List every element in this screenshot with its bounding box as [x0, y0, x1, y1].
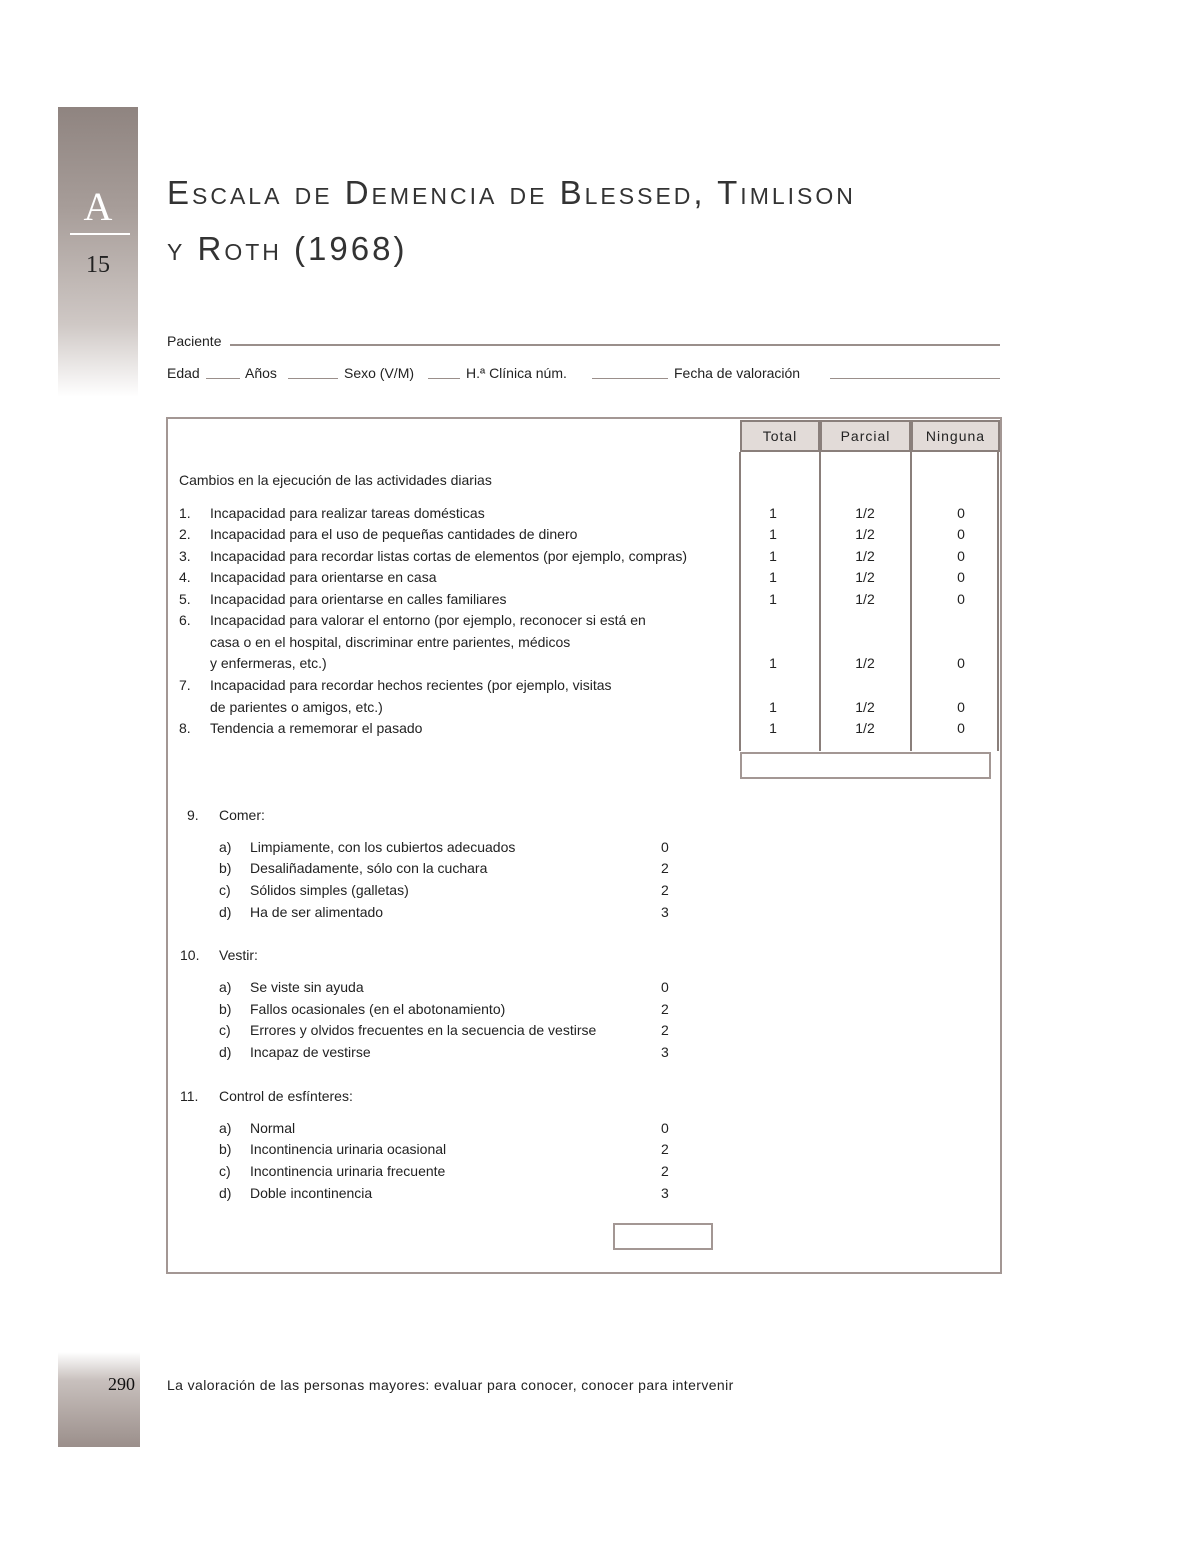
item-text: de parientes o amigos, etc.): [210, 699, 383, 715]
group-title: Vestir:: [219, 947, 258, 963]
score-ninguna[interactable]: 0: [957, 569, 965, 585]
score-ninguna[interactable]: 0: [957, 699, 965, 715]
score-ninguna[interactable]: 0: [957, 548, 965, 564]
option-score[interactable]: 2: [661, 1022, 669, 1038]
label-historia: H.ª Clínica núm.: [466, 365, 567, 381]
tab-letter: A: [83, 184, 113, 229]
score-total[interactable]: 1: [769, 699, 777, 715]
option-text: Incapaz de vestirse: [250, 1044, 371, 1060]
column-ninguna: Ninguna: [911, 420, 1000, 452]
option-score[interactable]: 2: [661, 860, 669, 876]
option-score[interactable]: 0: [661, 839, 669, 855]
option-text: Errores y olvidos frecuentes en la secuencia de vestirse: [250, 1022, 597, 1038]
anos-field[interactable]: [288, 378, 338, 379]
group-number: 10.: [180, 947, 200, 963]
score-total[interactable]: 1: [769, 655, 777, 671]
sexo-field[interactable]: [428, 378, 460, 379]
column-divider-left: [739, 452, 741, 751]
subtotal-box-activities[interactable]: [740, 752, 991, 779]
score-ninguna[interactable]: 0: [957, 505, 965, 521]
column-divider-2: [910, 452, 912, 751]
item-number: 4.: [179, 569, 191, 585]
tab-divider: [70, 233, 130, 235]
score-ninguna[interactable]: 0: [957, 526, 965, 542]
option-text: Fallos ocasionales (en el abotonamiento): [250, 1001, 506, 1017]
label-sexo: Sexo (V/M): [344, 365, 415, 381]
item-number: 2.: [179, 526, 191, 542]
item-text: Tendencia a rememorar el pasado: [210, 720, 423, 736]
score-parcial[interactable]: 1/2: [855, 526, 875, 542]
item-text: Incapacidad para orientarse en calles familiares: [210, 591, 507, 607]
option-text: Limpiamente, con los cubiertos adecuados: [250, 839, 516, 855]
option-text: Se viste sin ayuda: [250, 979, 364, 995]
option-text: Normal: [250, 1120, 296, 1136]
score-parcial[interactable]: 1/2: [855, 720, 875, 736]
option-text: Ha de ser alimentado: [250, 904, 384, 920]
item-number: 7.: [179, 677, 191, 693]
paciente-field[interactable]: [230, 344, 1000, 346]
fecha-field[interactable]: [830, 378, 1000, 379]
item-number: 3.: [179, 548, 191, 564]
item-number: 5.: [179, 591, 191, 607]
option-score[interactable]: 3: [661, 1185, 669, 1201]
group-title: Control de esfínteres:: [219, 1088, 353, 1104]
option-text: Incontinencia urinaria frecuente: [250, 1163, 446, 1179]
score-ninguna[interactable]: 0: [957, 655, 965, 671]
score-parcial[interactable]: 1/2: [855, 699, 875, 715]
label-edad: Edad: [167, 365, 200, 381]
score-total[interactable]: 1: [769, 526, 777, 542]
option-letter: c): [219, 882, 231, 898]
option-letter: d): [219, 1185, 232, 1201]
item-text: Incapacidad para el uso de pequeñas cantidades de dinero: [210, 526, 578, 542]
option-letter: b): [219, 860, 232, 876]
option-text: Desaliñadamente, sólo con la cuchara: [250, 860, 488, 876]
item-number: 1.: [179, 505, 191, 521]
option-score[interactable]: 2: [661, 882, 669, 898]
score-total[interactable]: 1: [769, 569, 777, 585]
group-title: Comer:: [219, 807, 265, 823]
score-total[interactable]: 1: [769, 548, 777, 564]
column-divider-right: [997, 452, 999, 751]
option-letter: c): [219, 1022, 231, 1038]
option-score[interactable]: 0: [661, 979, 669, 995]
option-letter: b): [219, 1141, 232, 1157]
score-parcial[interactable]: 1/2: [855, 569, 875, 585]
option-score[interactable]: 2: [661, 1141, 669, 1157]
score-ninguna[interactable]: 0: [957, 591, 965, 607]
option-score[interactable]: 3: [661, 904, 669, 920]
option-text: Incontinencia urinaria ocasional: [250, 1141, 447, 1157]
label-fecha: Fecha de valoración: [674, 365, 801, 381]
item-text: Incapacidad para orientarse en casa: [210, 569, 437, 585]
section-tab: [58, 107, 138, 397]
label-anos: Años: [245, 365, 277, 381]
option-letter: c): [219, 1163, 231, 1179]
score-parcial[interactable]: 1/2: [855, 548, 875, 564]
score-ninguna[interactable]: 0: [957, 720, 965, 736]
item-text: Incapacidad para recordar hechos recientes (por ejemplo, visitas: [210, 677, 612, 693]
option-letter: d): [219, 904, 232, 920]
item-text: Incapacidad para valorar el entorno (por ejemplo, reconocer si está en: [210, 612, 646, 628]
title-line-1: Escala de Demencia de Blessed, Timlison: [167, 174, 856, 211]
historia-field[interactable]: [592, 378, 668, 379]
score-parcial[interactable]: 1/2: [855, 655, 875, 671]
column-divider-1: [819, 452, 821, 751]
column-total: Total: [740, 420, 820, 452]
item-text: Incapacidad para realizar tareas domésticas: [210, 505, 485, 521]
item-text: casa o en el hospital, discriminar entre parientes, médicos: [210, 634, 571, 650]
score-total[interactable]: 1: [769, 505, 777, 521]
score-parcial[interactable]: 1/2: [855, 591, 875, 607]
option-text: Sólidos simples (galletas): [250, 882, 409, 898]
score-total[interactable]: 1: [769, 720, 777, 736]
tab-number: 15: [86, 252, 110, 278]
label-paciente: Paciente: [167, 333, 222, 349]
option-score[interactable]: 3: [661, 1044, 669, 1060]
column-parcial: Parcial: [820, 420, 911, 452]
score-parcial[interactable]: 1/2: [855, 505, 875, 521]
page-number: 290: [108, 1374, 135, 1394]
option-text: Doble incontinencia: [250, 1185, 373, 1201]
option-letter: a): [219, 1120, 232, 1136]
option-score[interactable]: 2: [661, 1001, 669, 1017]
group-number: 11.: [180, 1088, 199, 1104]
footer-page-tab: [58, 1352, 140, 1447]
option-letter: d): [219, 1044, 232, 1060]
item-text: Incapacidad para recordar listas cortas de elementos (por ejemplo, compras): [210, 548, 688, 564]
item-number: 6.: [179, 612, 191, 628]
score-total[interactable]: 1: [769, 591, 777, 607]
option-score[interactable]: 0: [661, 1120, 669, 1136]
option-score[interactable]: 2: [661, 1163, 669, 1179]
option-letter: b): [219, 1001, 232, 1017]
section-title: Cambios en la ejecución de las actividades diarias: [179, 472, 492, 488]
edad-field[interactable]: [206, 378, 240, 379]
footer-caption: La valoración de las personas mayores: evaluar para conocer, conocer para intervenir: [167, 1377, 734, 1393]
item-text: y enfermeras, etc.): [210, 655, 327, 671]
subtotal-box-habits[interactable]: [613, 1223, 713, 1250]
option-letter: a): [219, 979, 232, 995]
page-title: [167, 165, 987, 277]
title-line-2: y Roth (1968): [167, 230, 408, 267]
option-letter: a): [219, 839, 232, 855]
item-number: 8.: [179, 720, 191, 736]
group-number: 9.: [187, 807, 199, 823]
